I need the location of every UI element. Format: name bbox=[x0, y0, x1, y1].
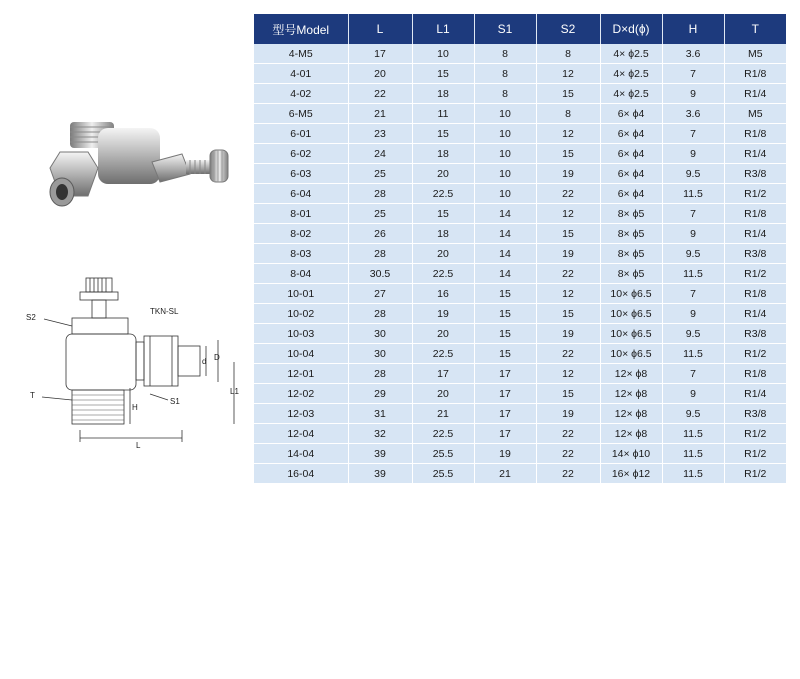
cell-s1: 10 bbox=[474, 144, 536, 164]
cell-l: 28 bbox=[348, 184, 412, 204]
cell-h: 7 bbox=[662, 284, 724, 304]
cell-s1: 21 bbox=[474, 464, 536, 484]
cell-s1: 10 bbox=[474, 164, 536, 184]
cell-l1: 20 bbox=[412, 164, 474, 184]
cell-dxd: 4× ϕ2.5 bbox=[600, 84, 662, 104]
table-row bbox=[254, 224, 786, 244]
cell-s2: 19 bbox=[536, 244, 600, 264]
cell-dxd: 6× ϕ4 bbox=[600, 164, 662, 184]
cell-s1: 15 bbox=[474, 304, 536, 324]
cell-l1: 18 bbox=[412, 84, 474, 104]
cell-s2: 19 bbox=[536, 404, 600, 424]
cell-l1: 16 bbox=[412, 284, 474, 304]
cell-s2: 15 bbox=[536, 384, 600, 404]
cell-h: 3.6 bbox=[662, 44, 724, 64]
cell-s2: 12 bbox=[536, 204, 600, 224]
table-row bbox=[254, 104, 786, 124]
cell-model: 4-01 bbox=[254, 64, 348, 84]
cell-s2: 22 bbox=[536, 264, 600, 284]
cell-h: 11.5 bbox=[662, 444, 724, 464]
cell-l: 25 bbox=[348, 164, 412, 184]
cell-l: 28 bbox=[348, 304, 412, 324]
cell-s1: 14 bbox=[474, 264, 536, 284]
cell-s2: 12 bbox=[536, 284, 600, 304]
cell-l: 21 bbox=[348, 104, 412, 124]
cell-s2: 19 bbox=[536, 164, 600, 184]
cell-t: R1/8 bbox=[724, 204, 786, 224]
cell-dxd: 12× ϕ8 bbox=[600, 404, 662, 424]
cell-s1: 8 bbox=[474, 44, 536, 64]
cell-l1: 15 bbox=[412, 204, 474, 224]
cell-l: 31 bbox=[348, 404, 412, 424]
header-dxd: D×d(ϕ) bbox=[600, 14, 662, 44]
cell-dxd: 10× ϕ6.5 bbox=[600, 284, 662, 304]
cell-l: 22 bbox=[348, 84, 412, 104]
cell-model: 12-03 bbox=[254, 404, 348, 424]
cell-s1: 8 bbox=[474, 64, 536, 84]
cell-model: 10-04 bbox=[254, 344, 348, 364]
cell-s2: 12 bbox=[536, 364, 600, 384]
cell-s2: 8 bbox=[536, 44, 600, 64]
cell-h: 11.5 bbox=[662, 184, 724, 204]
cell-h: 9 bbox=[662, 304, 724, 324]
cell-l: 25 bbox=[348, 204, 412, 224]
cell-model: 8-02 bbox=[254, 224, 348, 244]
table-row bbox=[254, 464, 786, 484]
cell-dxd: 10× ϕ6.5 bbox=[600, 344, 662, 364]
cell-h: 9 bbox=[662, 144, 724, 164]
cell-model: 4-M5 bbox=[254, 44, 348, 64]
table-row bbox=[254, 204, 786, 224]
cell-model: 6-03 bbox=[254, 164, 348, 184]
cell-l: 32 bbox=[348, 424, 412, 444]
cell-s1: 17 bbox=[474, 384, 536, 404]
cell-model: 8-03 bbox=[254, 244, 348, 264]
cell-s2: 15 bbox=[536, 224, 600, 244]
cell-model: 4-02 bbox=[254, 84, 348, 104]
cell-s1: 14 bbox=[474, 244, 536, 264]
cell-s2: 15 bbox=[536, 84, 600, 104]
cell-l1: 18 bbox=[412, 144, 474, 164]
cell-l1: 18 bbox=[412, 224, 474, 244]
header-s1: S1 bbox=[474, 14, 536, 44]
cell-s1: 8 bbox=[474, 84, 536, 104]
cell-t: R1/2 bbox=[724, 264, 786, 284]
cell-l1: 15 bbox=[412, 64, 474, 84]
cell-s2: 22 bbox=[536, 424, 600, 444]
table-row bbox=[254, 164, 786, 184]
cell-l: 30.5 bbox=[348, 264, 412, 284]
cell-model: 14-04 bbox=[254, 444, 348, 464]
cell-l: 20 bbox=[348, 64, 412, 84]
cell-l1: 11 bbox=[412, 104, 474, 124]
label-d-small: d bbox=[202, 357, 207, 366]
cell-l: 23 bbox=[348, 124, 412, 144]
cell-s2: 12 bbox=[536, 124, 600, 144]
cell-dxd: 10× ϕ6.5 bbox=[600, 304, 662, 324]
table-row bbox=[254, 444, 786, 464]
cell-s2: 12 bbox=[536, 64, 600, 84]
label-t: T bbox=[30, 391, 35, 400]
cell-s2: 8 bbox=[536, 104, 600, 124]
cell-model: 6-M5 bbox=[254, 104, 348, 124]
cell-model: 10-01 bbox=[254, 284, 348, 304]
cell-dxd: 10× ϕ6.5 bbox=[600, 324, 662, 344]
cell-dxd: 4× ϕ2.5 bbox=[600, 44, 662, 64]
cell-l1: 22.5 bbox=[412, 344, 474, 364]
cell-h: 11.5 bbox=[662, 344, 724, 364]
cell-l: 28 bbox=[348, 364, 412, 384]
table-row bbox=[254, 124, 786, 144]
cell-model: 12-02 bbox=[254, 384, 348, 404]
cell-t: M5 bbox=[724, 44, 786, 64]
cell-l: 24 bbox=[348, 144, 412, 164]
cell-l1: 22.5 bbox=[412, 184, 474, 204]
header-l: L bbox=[348, 14, 412, 44]
cell-s1: 17 bbox=[474, 364, 536, 384]
cell-h: 9.5 bbox=[662, 404, 724, 424]
cell-t: R1/2 bbox=[724, 344, 786, 364]
cell-model: 12-04 bbox=[254, 424, 348, 444]
cell-h: 7 bbox=[662, 364, 724, 384]
table-header-row bbox=[254, 14, 786, 44]
label-l1: L1 bbox=[230, 387, 239, 396]
cell-l: 39 bbox=[348, 444, 412, 464]
table-row bbox=[254, 404, 786, 424]
cell-s1: 10 bbox=[474, 124, 536, 144]
table-row bbox=[254, 284, 786, 304]
cell-dxd: 12× ϕ8 bbox=[600, 364, 662, 384]
cell-dxd: 6× ϕ4 bbox=[600, 144, 662, 164]
cell-model: 8-04 bbox=[254, 264, 348, 284]
cell-model: 10-02 bbox=[254, 304, 348, 324]
cell-t: R1/2 bbox=[724, 444, 786, 464]
cell-h: 7 bbox=[662, 64, 724, 84]
cell-s2: 15 bbox=[536, 144, 600, 164]
cell-s1: 17 bbox=[474, 404, 536, 424]
cell-h: 11.5 bbox=[662, 424, 724, 444]
cell-model: 6-04 bbox=[254, 184, 348, 204]
header-l1: L1 bbox=[412, 14, 474, 44]
label-l: L bbox=[136, 441, 141, 450]
cell-s2: 22 bbox=[536, 344, 600, 364]
header-s2: S2 bbox=[536, 14, 600, 44]
cell-l1: 15 bbox=[412, 124, 474, 144]
cell-dxd: 6× ϕ4 bbox=[600, 124, 662, 144]
cell-l: 17 bbox=[348, 44, 412, 64]
table-row bbox=[254, 64, 786, 84]
cell-h: 9.5 bbox=[662, 244, 724, 264]
cell-dxd: 8× ϕ5 bbox=[600, 204, 662, 224]
table-row bbox=[254, 344, 786, 364]
cell-t: R1/2 bbox=[724, 184, 786, 204]
cell-s1: 14 bbox=[474, 204, 536, 224]
cell-t: M5 bbox=[724, 104, 786, 124]
spec-table bbox=[254, 14, 786, 484]
cell-h: 7 bbox=[662, 204, 724, 224]
cell-s1: 15 bbox=[474, 284, 536, 304]
cell-dxd: 4× ϕ2.5 bbox=[600, 64, 662, 84]
cell-h: 11.5 bbox=[662, 264, 724, 284]
label-s2: S2 bbox=[26, 313, 36, 322]
table-row bbox=[254, 424, 786, 444]
table-row bbox=[254, 364, 786, 384]
cell-t: R1/8 bbox=[724, 284, 786, 304]
cell-s1: 15 bbox=[474, 344, 536, 364]
cell-l1: 20 bbox=[412, 384, 474, 404]
cell-l1: 17 bbox=[412, 364, 474, 384]
cell-l: 30 bbox=[348, 344, 412, 364]
cell-l: 28 bbox=[348, 244, 412, 264]
cell-s1: 17 bbox=[474, 424, 536, 444]
cell-l1: 25.5 bbox=[412, 444, 474, 464]
cell-l: 30 bbox=[348, 324, 412, 344]
dimension-drawing bbox=[20, 270, 252, 460]
cell-s1: 14 bbox=[474, 224, 536, 244]
cell-l1: 20 bbox=[412, 244, 474, 264]
cell-h: 11.5 bbox=[662, 464, 724, 484]
cell-dxd: 8× ϕ5 bbox=[600, 244, 662, 264]
cell-t: R3/8 bbox=[724, 244, 786, 264]
cell-l1: 19 bbox=[412, 304, 474, 324]
cell-h: 7 bbox=[662, 124, 724, 144]
cell-dxd: 8× ϕ5 bbox=[600, 264, 662, 284]
header-model: 型号Model bbox=[254, 14, 348, 44]
cell-s2: 22 bbox=[536, 444, 600, 464]
cell-t: R1/4 bbox=[724, 384, 786, 404]
cell-t: R1/8 bbox=[724, 364, 786, 384]
label-model: TKN-SL bbox=[150, 307, 179, 316]
label-d-big: D bbox=[214, 353, 220, 362]
cell-t: R1/2 bbox=[724, 424, 786, 444]
cell-s2: 19 bbox=[536, 324, 600, 344]
product-photo bbox=[40, 100, 240, 260]
cell-dxd: 16× ϕ12 bbox=[600, 464, 662, 484]
cell-dxd: 6× ϕ4 bbox=[600, 104, 662, 124]
cell-t: R1/4 bbox=[724, 84, 786, 104]
cell-t: R1/8 bbox=[724, 64, 786, 84]
header-t: T bbox=[724, 14, 786, 44]
cell-dxd: 6× ϕ4 bbox=[600, 184, 662, 204]
table-row bbox=[254, 184, 786, 204]
table-row bbox=[254, 304, 786, 324]
cell-s2: 22 bbox=[536, 464, 600, 484]
cell-model: 6-01 bbox=[254, 124, 348, 144]
cell-s2: 22 bbox=[536, 184, 600, 204]
cell-t: R1/4 bbox=[724, 144, 786, 164]
cell-s1: 10 bbox=[474, 104, 536, 124]
cell-h: 9 bbox=[662, 384, 724, 404]
cell-l: 27 bbox=[348, 284, 412, 304]
cell-t: R3/8 bbox=[724, 164, 786, 184]
cell-model: 6-02 bbox=[254, 144, 348, 164]
cell-l1: 21 bbox=[412, 404, 474, 424]
cell-h: 9.5 bbox=[662, 164, 724, 184]
cell-t: R1/2 bbox=[724, 464, 786, 484]
cell-dxd: 12× ϕ8 bbox=[600, 424, 662, 444]
cell-l1: 20 bbox=[412, 324, 474, 344]
cell-s2: 15 bbox=[536, 304, 600, 324]
cell-model: 16-04 bbox=[254, 464, 348, 484]
cell-l: 39 bbox=[348, 464, 412, 484]
cell-t: R3/8 bbox=[724, 324, 786, 344]
cell-model: 12-01 bbox=[254, 364, 348, 384]
cell-l: 29 bbox=[348, 384, 412, 404]
table-row bbox=[254, 144, 786, 164]
cell-model: 8-01 bbox=[254, 204, 348, 224]
cell-h: 3.6 bbox=[662, 104, 724, 124]
table-row bbox=[254, 264, 786, 284]
table-row bbox=[254, 84, 786, 104]
cell-l1: 22.5 bbox=[412, 424, 474, 444]
cell-l1: 10 bbox=[412, 44, 474, 64]
cell-t: R1/4 bbox=[724, 224, 786, 244]
header-h: H bbox=[662, 14, 724, 44]
table-row bbox=[254, 384, 786, 404]
cell-t: R1/8 bbox=[724, 124, 786, 144]
cell-s1: 10 bbox=[474, 184, 536, 204]
cell-s1: 19 bbox=[474, 444, 536, 464]
cell-h: 9.5 bbox=[662, 324, 724, 344]
cell-dxd: 14× ϕ10 bbox=[600, 444, 662, 464]
table-row bbox=[254, 244, 786, 264]
cell-dxd: 12× ϕ8 bbox=[600, 384, 662, 404]
cell-h: 9 bbox=[662, 224, 724, 244]
cell-model: 10-03 bbox=[254, 324, 348, 344]
cell-s1: 15 bbox=[474, 324, 536, 344]
cell-dxd: 8× ϕ5 bbox=[600, 224, 662, 244]
cell-h: 9 bbox=[662, 84, 724, 104]
label-h: H bbox=[132, 403, 138, 412]
label-s1: S1 bbox=[170, 397, 180, 406]
table-row bbox=[254, 44, 786, 64]
table-row bbox=[254, 324, 786, 344]
cell-l1: 25.5 bbox=[412, 464, 474, 484]
cell-t: R3/8 bbox=[724, 404, 786, 424]
cell-l1: 22.5 bbox=[412, 264, 474, 284]
cell-l: 26 bbox=[348, 224, 412, 244]
cell-t: R1/4 bbox=[724, 304, 786, 324]
